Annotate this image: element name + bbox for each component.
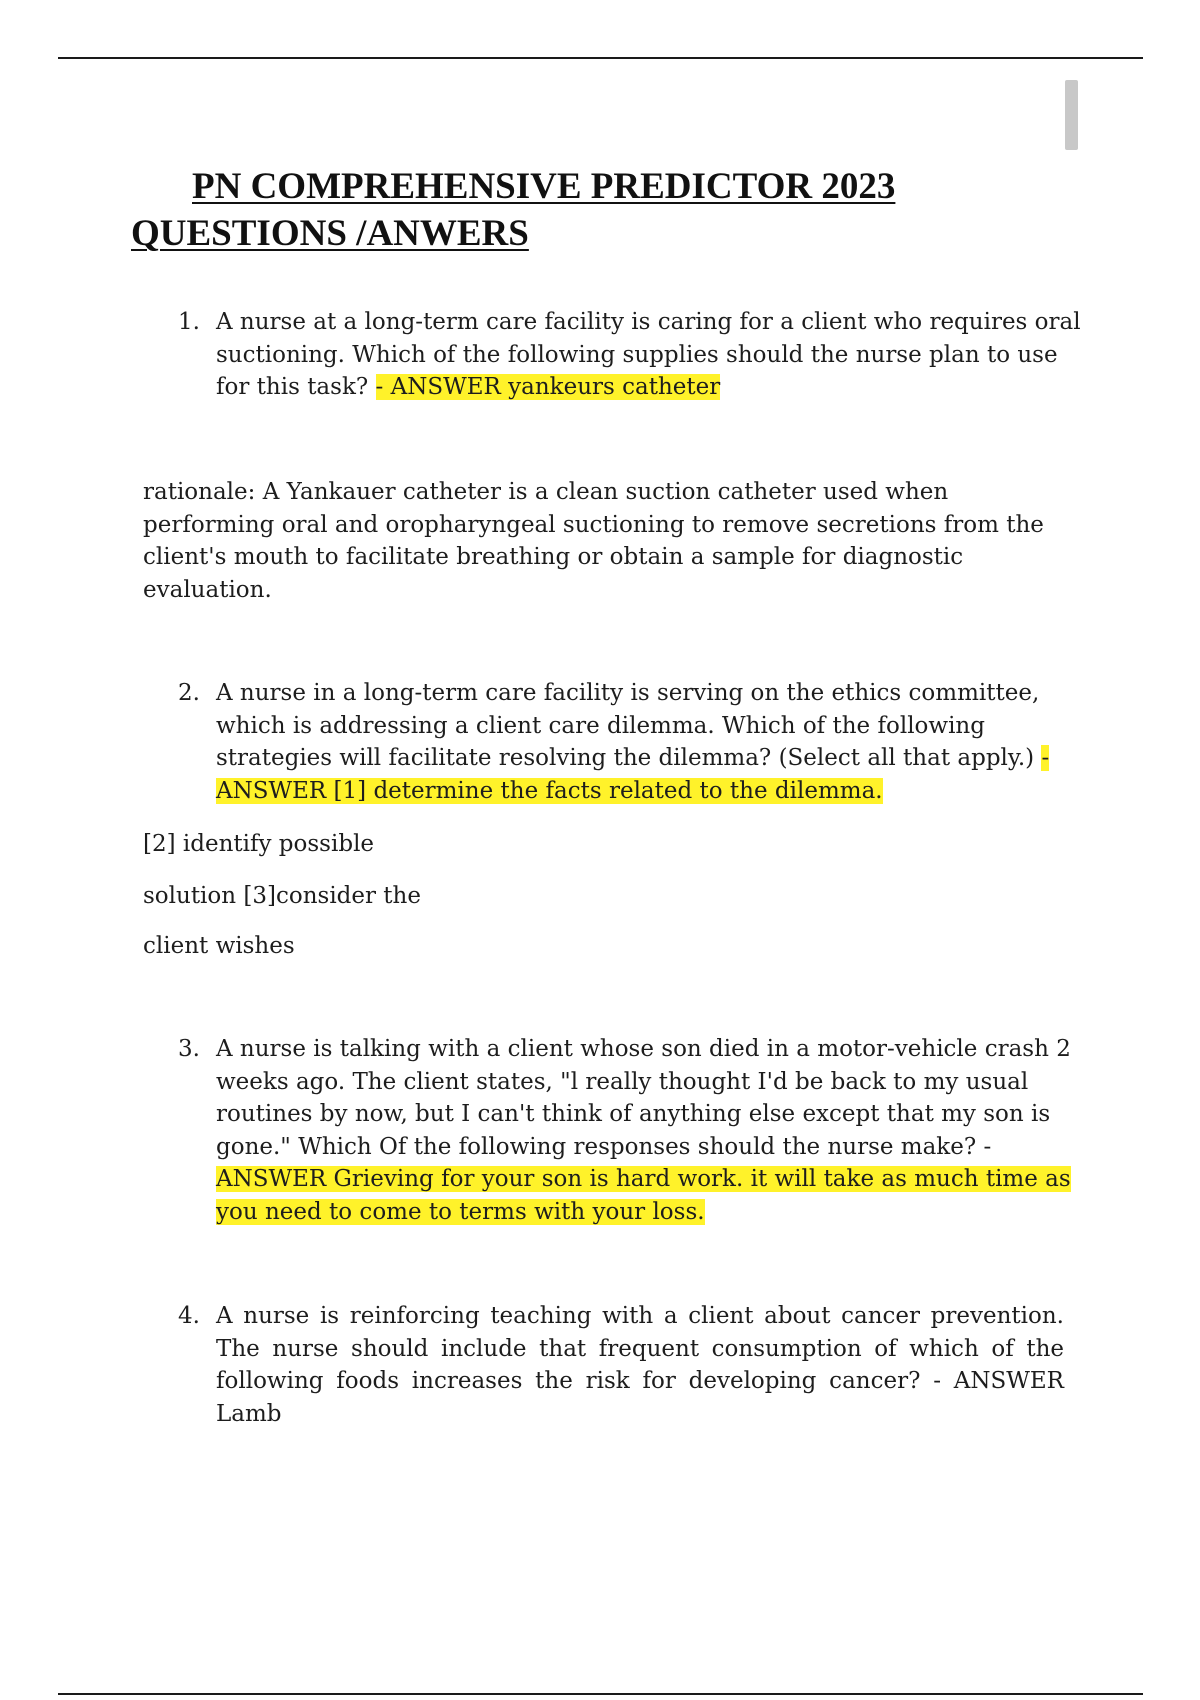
question-2: [178, 677, 1088, 807]
answer-highlight: - ANSWER [1] determine the facts related to the dilemma.: [216, 745, 1050, 804]
question-number: 1.: [178, 309, 200, 335]
title-line-2: QUESTIONS /ANWERS: [131, 213, 529, 254]
question-text: [216, 1300, 1064, 1430]
bottom-rule: [58, 1693, 1143, 1695]
question-number: 4.: [178, 1303, 200, 1329]
document-title: [131, 163, 895, 257]
question-body: A nurse at a long-term care facility is caring for a client who requires oral suctioning. Which of the following supplies should the nurse plan to use for this task?: [216, 309, 1081, 400]
answer-highlight: - ANSWER yankeurs catheter: [375, 374, 721, 400]
answer-text: - ANSWER Lamb: [216, 1368, 1064, 1427]
answer-continuation-line: [2] identify possible: [143, 831, 375, 857]
title-line-1: PN COMPREHENSIVE PREDICTOR 2023: [192, 166, 896, 207]
question-body: A nurse in a long-term care facility is serving on the ethics committee, which is addressing a client care dilemma. Which of the following strategies will facilitate resolving the dilemma? (Select all that apply.): [216, 680, 1042, 771]
question-text: [216, 306, 1088, 404]
answer-continuation-line: client wishes: [143, 933, 295, 959]
question-text: [216, 1033, 1088, 1228]
question-text: [216, 677, 1088, 807]
question-number: 3.: [178, 1036, 200, 1062]
answer-continuation-line: solution [3]consider the: [143, 883, 421, 909]
rationale-paragraph: rationale: A Yankauer catheter is a clean suction catheter used when performing oral and oropharyngeal suctioning to remove secretions from the client's mouth to facilitate breathing or obtain a sample for diagnostic evaluation.: [143, 479, 1044, 603]
question-1: [178, 306, 1088, 404]
scrollbar-thumb[interactable]: [1065, 80, 1078, 150]
question-4: [178, 1300, 1064, 1430]
answer-highlight: ANSWER Grieving for your son is hard work. it will take as much time as you need to come to terms with your loss.: [216, 1166, 1071, 1225]
question-3: [178, 1033, 1088, 1228]
top-rule: [58, 57, 1143, 59]
question-body: A nurse is talking with a client whose son died in a motor-vehicle crash 2 weeks ago. The client states, "l really thought I'd be back to my usual routines by now, but I can't think of anything else except that my son is gone." Which Of the following responses should the nurse make? -: [216, 1036, 1071, 1160]
question-number: 2.: [178, 680, 200, 706]
question-body: A nurse is reinforcing teaching with a client about cancer prevention. The nurse should include that frequent consumption of which of the following foods increases the risk for developing cancer?: [216, 1303, 1064, 1394]
